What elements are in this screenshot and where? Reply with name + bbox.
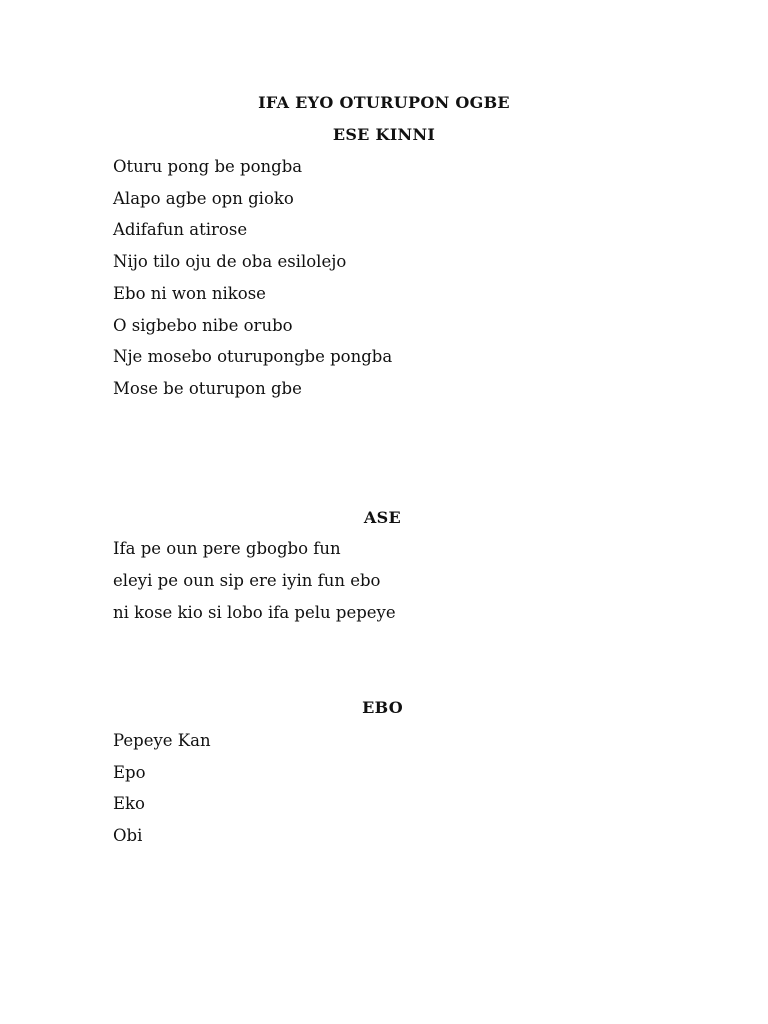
section-heading-ase: ASE [363,508,401,527]
verse-line: Ifa pe oun pere gbogbo fun [113,539,341,558]
list-item: Eko [113,794,145,813]
verse-line: Adifafun atirose [113,220,248,239]
list-item: Epo [113,763,146,782]
verse-line: Ebo ni won nikose [113,284,266,303]
verse-line: ni kose kio si lobo ifa pelu pepeye [113,603,396,622]
document-title: IFA EYO OTURUPON OGBE [258,93,510,112]
verse-line: eleyi pe oun sip ere iyin fun ebo [113,571,381,590]
verse-line: O sigbebo nibe orubo [113,316,293,335]
verse-line: Mose be oturupon gbe [113,379,302,398]
section-heading-ebo: EBO [362,698,403,717]
verse-line: Nje mosebo oturupongbe pongba [113,347,393,366]
verse-line: Oturu pong be pongba [113,157,303,176]
list-item: Pepeye Kan [113,731,211,750]
verse-line: Nijo tilo oju de oba esilolejo [113,252,347,271]
verse-line: Alapo agbe opn gioko [113,189,294,208]
section-heading-ese-kinni: ESE KINNI [332,125,436,144]
list-item: Obi [113,826,143,845]
